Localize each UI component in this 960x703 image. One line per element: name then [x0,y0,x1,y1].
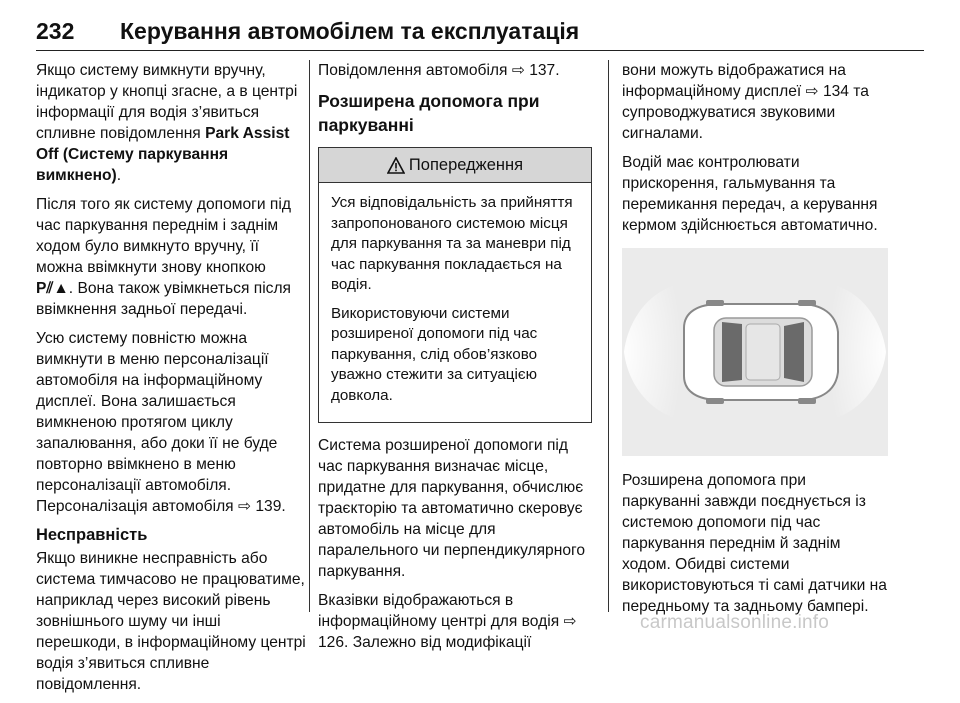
rear-sensor-zone [624,284,682,420]
page-reference-137[interactable]: ⇨ 137. [511,62,560,79]
paragraph-manual-off: Якщо систему вимкнути вручну, індикатор у кнопці згасне, а в центрі інформації для водія з’явиться спливне повідомлення Park Assist Off (Систему паркування вимкнено). [36,62,298,184]
paragraph-vehicle-messages: Повідомлення автомобіля ⇨ 137. [318,62,560,79]
column-divider-2 [608,60,609,612]
paragraph-reenable: Після того як систему допомоги під час паркування переднім і заднім ходом було вимкнуто вручну, її можна ввімкнути знову кнопкою P⫽▲. Вона також увімкнеться після ввімкнення задньої передачі. [36,196,291,318]
paragraph-display: вони можуть відображатися на інформаційному дисплеї ⇨ 134 та супроводжуватися звуковими сигналами. [622,62,869,142]
page-reference-139[interactable]: ⇨ 139. [237,498,286,515]
subheading-malfunction: Несправність [36,526,148,544]
parking-sensor-illustration [622,248,888,456]
warning-header [319,148,591,183]
column-1 [36,60,306,703]
column-3 [622,60,888,625]
paragraph-malfunction: Якщо виникне несправність або система тимчасово не працюватиме, наприклад через високий рівень зовнішнього шуму чи інші перешкоди, в інформаційному центрі водія з’явиться спливне повідомлення. [36,550,306,693]
warning-paragraph-1: Уся відповідальність за прийняття запропонованого системою місця для паркування та за маневри під час паркування покладається на водія. [331,194,573,293]
park-assist-button-icon: P⫽▲ [36,280,69,297]
paragraph-combined-systems: Розширена допомога при паркуванні завжди поєднується із системою допомоги під час паркування переднім й заднім ходом. Обидві системи використовуються ті самі датчики на передньому та задньому бампері. [622,472,887,615]
page-reference-134[interactable]: ⇨ 134 [805,83,849,100]
car-sensor-diagram [622,248,888,456]
warning-box [318,147,592,423]
column-divider-1 [309,60,310,612]
warning-triangle-icon [387,157,405,174]
header-rule [36,50,924,51]
column-2 [318,60,592,661]
watermark: carmanualsonline.info [640,612,830,633]
page-reference-126[interactable]: ⇨ 126. [318,613,577,651]
message-park-assist-off: Park Assist Off (Систему паркування вимкнено) [36,125,290,184]
warning-title: Попередження [408,155,524,174]
page-number: 232 [36,18,75,44]
warning-paragraph-2: Використовуючи системи розширеної допомоги під час паркування, слід обов’язково уважно стежити за ситуацією довкола. [331,304,538,404]
paragraph-instructions: Вказівки відображаються в інформаційному центрі для водія ⇨ 126. Залежно від модифікації [318,592,577,651]
section-title-advanced-park-assist: Розширена допомога при паркуванні [318,91,540,135]
paragraph-personalization: Усю систему повністю можна вимкнути в меню персоналізації автомобіля на інформаційному дисплеї. Вона залишається вимкненою протягом циклу запалювання, або доки її не буде повторно ввімкнено в меню персоналізації автомобіля. Персоналізація автомобіля ⇨ 139. [36,330,286,515]
paragraph-system-description: Система розширеної допомоги під час паркування визначає місце, придатне для паркування, обчислює траєкторію та автоматично скеровує автомобіль на місце для паралельного чи перпендикулярного паркування. [318,437,586,580]
page-header [36,14,924,54]
warning-body [319,183,591,422]
paragraph-driver-control: Водій має контролювати прискорення, гальмування та перемикання передач, а керування кермом здійснюється автоматично. [622,154,878,234]
page-title: Керування автомобілем та експлуатація [120,18,580,44]
car-top-view [684,300,838,404]
